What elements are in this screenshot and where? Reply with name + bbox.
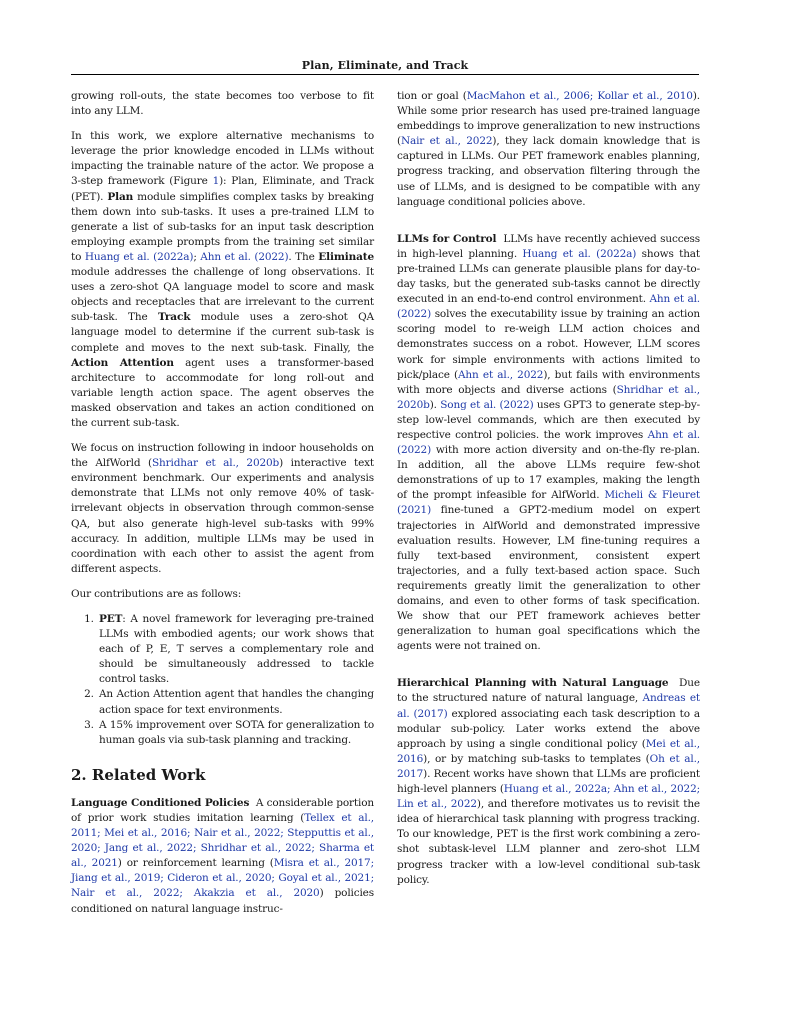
paragraph-heading: LLMs for Control <box>397 232 497 245</box>
right-column <box>397 89 700 898</box>
track-term: Track <box>158 311 191 324</box>
paragraph-hierarchical-planning: Hierarchical Planning with Natural Language Due to the structured nature of natural language, Andreas et al. (2017) explored associating each task description to a modular sub-policy. Later works extend the above approach by using a single conditional policy (Mei et al., 2016), or by matching sub-tasks to templates (Oh et al., 2017). Recent works have shown that LLMs are proficient high-level planners (Huang et al., 2022a; Ahn et al., 2022; Lin et al., 2022), and therefore motivates us to revisit the idea of hierarchical task planning with progress tracking. To our knowledge, PET is the first work combining a zero-shot subtask-level LLM planner and zero-shot LLM progress tracker with a low-level conditional sub-task policy. <box>397 677 701 886</box>
citation-link[interactable]: Shridhar et al., 2020b <box>397 383 700 411</box>
citation-link[interactable]: Nair et al., 2022 <box>400 135 493 148</box>
paragraph-contributions-intro: Our contributions are as follows: <box>71 587 242 600</box>
citation-link[interactable]: Ahn et al., 2022 <box>457 368 544 381</box>
citation-link[interactable]: Oh et al., 2017 <box>397 752 700 780</box>
citation-link[interactable]: Song et al. (2022) <box>440 398 534 411</box>
paragraph-llms-for-control: LLMs for Control LLMs have recently achieved success in high-level planning. Huang et al. (2022a) shows that pre-trained LLMs can generate plausible plans for day-to-day tasks, but the generated sub-tasks cannot be directly executed in an end-to-end control environment. Ahn et al. (2022) solves the executability issue by training an action scoring model to re-weigh LLM action choices and demonstrates success on a robot. However, LLM scores work for simple environments with actions limited to pick/place (Ahn et al., 2022), but fails with environments with more objects and diverse actions (Shridhar et al., 2020b). Song et al. (2022) uses GPT3 to generate step-by-step low-level commands, which are then executed by respective control policies. the work improves Ahn et al. (2022) with more action diversity and on-the-fly re-plan. In addition, all the above LLMs require few-shot demonstrations of up to 17 examples, making the length of the prompt infeasible for AlfWorld. Micheli & Fleuret (2021) fine-tuned a GPT2-medium model on expert trajectories in AlfWorld and demonstrated impressive evaluation results. However, LM fine-tuning requires a fully text-based environment, consistent expert trajectories, and a fully text-based action space. Such requirements greatly limit the generalization to other domains, and even to other forms of task specification. We show that our PET framework achieves better generalization to human goal specifications which the agents were not trained on. <box>397 232 701 653</box>
header-rule <box>71 74 699 75</box>
contributions-list <box>71 612 374 748</box>
citation-link[interactable]: Tellex et al., 2011; Mei et al., 2016; Nair et al., 2022; Stepputtis et al., 2020; Jang et al., 2022; Shridhar et al., 2022; Sharma et al., 2021 <box>71 811 374 870</box>
citation-link[interactable]: MacMahon et al., 2006; Kollar et al., 2010 <box>466 90 693 102</box>
citation-link[interactable]: Huang et al., 2022a; Ahn et al., 2022; Lin et al., 2022 <box>397 783 700 811</box>
citation-link[interactable]: Mei et al., 2016 <box>397 737 700 765</box>
paragraph-heading: Language Conditioned Policies <box>71 796 250 809</box>
paragraph-language-conditioned-policies: Language Conditioned Policies A considerable portion of prior work studies imitation learning (Tellex et al., 2011; Mei et al., 2016; Nair et al., 2022; Stepputtis et al., 2020; Jang et al., 2022; Shridhar et al., 2022; Sharma et al., 2021) or reinforcement learning (Misra et al., 2017; Jiang et al., 2019; Cideron et al., 2020; Goyal et al., 2021; Nair et al., 2022; Akakzia et al., 2020) policies conditioned on natural language instruc- <box>71 796 374 915</box>
paragraph-continuation: growing roll-outs, the state becomes too verbose to fit into any LLM. <box>71 90 374 118</box>
section-heading-related-work: 2. Related Work <box>71 765 206 784</box>
plan-term: Plan <box>107 190 134 203</box>
paragraph-alfworld: We focus on instruction following in indoor households on the AlfWorld (Shridhar et al., 2020b) interactive text environment benchmark. Our experiments and analysis demonstrate that LLMs not only remove 40% of task-irrelevant objects in observation through common-sense QA, but also generate high-level sub-tasks with 99% accuracy. In addition, multiple LLMs may be used in coordination with each other to assist the agent from different aspects. <box>71 442 375 575</box>
list-item: 2. An Action Attention agent that handles the changing action space for text environments. <box>97 687 374 717</box>
running-header: Plan, Eliminate, and Track <box>301 59 469 72</box>
citation-link[interactable]: Ahn et al. (2022) <box>397 293 700 321</box>
citation-link[interactable]: Huang et al. (2022a) <box>84 250 194 263</box>
citation-link[interactable]: Huang et al. (2022a) <box>522 247 637 260</box>
list-item: 1. PET: A novel framework for leveraging pre-trained LLMs with embodied agents; our work shows that each of P, E, T serves a complementary role and should be simultaneously addressed to tackle control tasks. <box>97 612 374 687</box>
citation-link[interactable]: Ahn et al. (2022) <box>200 250 289 263</box>
action-attention-term: Action Attention <box>71 356 174 369</box>
paragraph-continuation: tion or goal (MacMahon et al., 2006; Kollar et al., 2010). While some prior research has used pre-trained language embeddings to improve generalization to new instructions (Nair et al., 2022), they lack domain knowledge that is captured in LLMs. Our PET framework enables planning, progress tracking, and observation filtering through the use of LLMs, and is designed to be compatible with any language conditional policies above. <box>397 90 700 208</box>
citation-link[interactable]: Micheli & Fleuret (2021) <box>397 489 700 517</box>
figure-reference-link[interactable]: 1 <box>212 175 220 188</box>
citation-link[interactable]: Ahn et al. (2022) <box>397 428 700 457</box>
left-column <box>71 89 374 927</box>
citation-link[interactable]: Misra et al., 2017; Jiang et al., 2019; Cideron et al., 2020; Goyal et al., 2021; Nair et al., 2022; Akakzia et al., 2020 <box>71 857 374 900</box>
list-item: 3. A 15% improvement over SOTA for generalization to human goals via sub-task planning and tracking. <box>97 718 374 748</box>
paragraph-pet-intro: In this work, we explore alternative mechanisms to leverage the prior knowledge encoded in LLMs without impacting the trainable nature of the actor. We propose a 3-step framework (Figure 1): Plan, Eliminate, and Track (PET). Plan module simplifies complex tasks by breaking them down into sub-tasks. It uses a pre-trained LLM to generate a list of sub-tasks for an input task description employing example prompts from the training set similar to Huang et al. (2022a); Ahn et al. (2022). The Eliminate module addresses the challenge of long observations. It uses a zero-shot QA language model to score and mask objects and receptacles that are irrelevant to the current sub-task. The Track module uses a zero-shot QA language model to determine if the current sub-task is complete and moves to the next sub-task. Finally, the Action Attention agent uses a transformer-based architecture to accommodate for long roll-out and variable length action space. The agent observes the masked observation and takes an action conditioned on the current sub-task. <box>71 130 375 429</box>
citation-link[interactable]: Shridhar et al., 2020b <box>151 457 280 470</box>
paragraph-heading: Hierarchical Planning with Natural Language <box>397 677 669 690</box>
eliminate-term: Eliminate <box>318 250 374 263</box>
citation-link[interactable]: Andreas et al. (2017) <box>397 692 700 720</box>
